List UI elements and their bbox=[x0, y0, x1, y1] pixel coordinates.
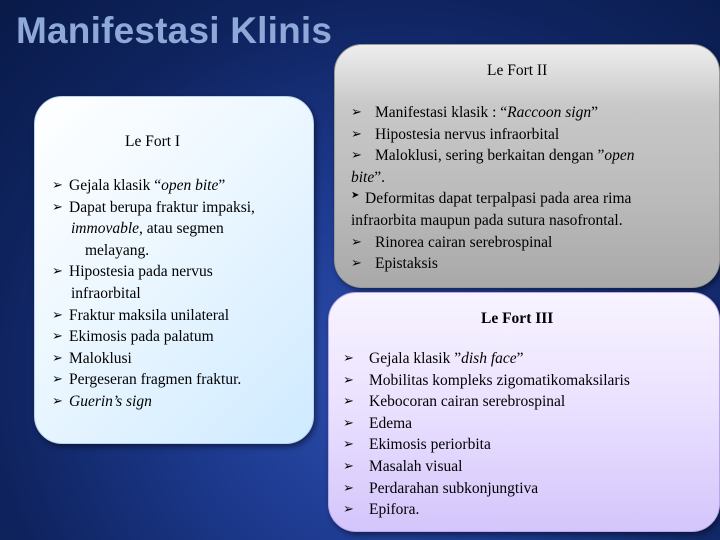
arrow-bullet-icon: ➢ bbox=[343, 394, 354, 410]
small-arrow-bullet-icon: ➤ bbox=[351, 190, 360, 202]
arrow-bullet-icon: ➢ bbox=[52, 307, 63, 323]
lefort2-card bbox=[334, 44, 720, 288]
page-title: Manifestasi Klinis bbox=[16, 10, 333, 51]
list-item: ➢ Gejala klasik ”dish face” bbox=[343, 348, 630, 370]
list-item: ➢ Maloklusi, sering berkaitan dengan ”open bite”. bbox=[351, 147, 635, 186]
arrow-bullet-icon: ➢ bbox=[343, 415, 354, 431]
list-item: ➢ Guerin’s sign bbox=[52, 391, 255, 413]
lefort3-card bbox=[328, 292, 720, 532]
arrow-bullet-icon: ➢ bbox=[343, 502, 354, 518]
arrow-bullet-icon: ➢ bbox=[351, 148, 362, 164]
arrow-bullet-icon: ➢ bbox=[351, 256, 362, 272]
list-item: ➢ Edema bbox=[343, 413, 630, 435]
lefort2-heading: Le Fort II bbox=[487, 62, 548, 79]
list-item: ➢ Pergeseran fragmen fraktur. bbox=[52, 369, 255, 391]
list-item: ➢ Epifora. bbox=[343, 499, 630, 521]
lefort2-list bbox=[351, 102, 635, 275]
list-item: ➢ Hipostesia pada nervus infraorbital bbox=[52, 263, 213, 302]
list-item: ➤ Deformitas dapat terpalpasi pada area rima infraorbita maupun pada sutura nasofrontal. bbox=[351, 188, 635, 231]
list-item: ➢ Maloklusi bbox=[52, 348, 255, 370]
list-item: ➢ Mobilitas kompleks zigomatikomaksilaris bbox=[343, 370, 630, 392]
arrow-bullet-icon: ➢ bbox=[343, 437, 354, 453]
arrow-bullet-icon: ➢ bbox=[52, 264, 63, 280]
arrow-bullet-icon: ➢ bbox=[343, 458, 354, 474]
arrow-bullet-icon: ➢ bbox=[351, 105, 362, 120]
list-item: ➢ Epistaksis bbox=[351, 253, 635, 275]
list-item: ➢ Rinorea cairan serebrospinal bbox=[351, 232, 635, 254]
lefort3-list bbox=[343, 348, 630, 521]
list-item: ➢ Ekimosis pada palatum bbox=[52, 326, 255, 348]
list-item: ➢ Gejala klasik “open bite” bbox=[52, 175, 255, 197]
arrow-bullet-icon: ➢ bbox=[52, 372, 63, 388]
list-item: ➢ Fraktur maksila unilateral bbox=[52, 305, 255, 327]
lefort3-heading: Le Fort III bbox=[481, 310, 554, 327]
list-item: ➢ Hipostesia nervus infraorbital bbox=[351, 124, 635, 146]
arrow-bullet-icon: ➢ bbox=[351, 234, 362, 250]
list-item: ➢ Dapat berupa fraktur impaksi, immovable, atau segmen melayang. bbox=[52, 198, 255, 259]
arrow-bullet-icon: ➢ bbox=[52, 393, 63, 409]
list-item: ➢ Perdarahan subkonjungtiva bbox=[343, 478, 630, 500]
list-item: ➢ Masalah visual bbox=[343, 456, 630, 478]
list-item: ➢ Kebocoran cairan serebrospinal bbox=[343, 391, 630, 413]
arrow-bullet-icon: ➢ bbox=[52, 350, 63, 366]
lefort1-heading: Le Fort I bbox=[125, 133, 181, 150]
arrow-bullet-icon: ➢ bbox=[52, 329, 63, 345]
lefort1-list bbox=[52, 175, 255, 413]
arrow-bullet-icon: ➢ bbox=[52, 199, 63, 215]
arrow-bullet-icon: ➢ bbox=[343, 480, 354, 496]
arrow-bullet-icon: ➢ bbox=[343, 351, 354, 366]
arrow-bullet-icon: ➢ bbox=[351, 126, 362, 142]
list-item: ➢ Manifestasi klasik : “Raccoon sign” bbox=[351, 102, 635, 124]
arrow-bullet-icon: ➢ bbox=[343, 372, 354, 388]
list-item: ➢ Ekimosis periorbita bbox=[343, 434, 630, 456]
lefort1-card bbox=[34, 96, 314, 444]
arrow-bullet-icon: ➢ bbox=[52, 178, 63, 193]
